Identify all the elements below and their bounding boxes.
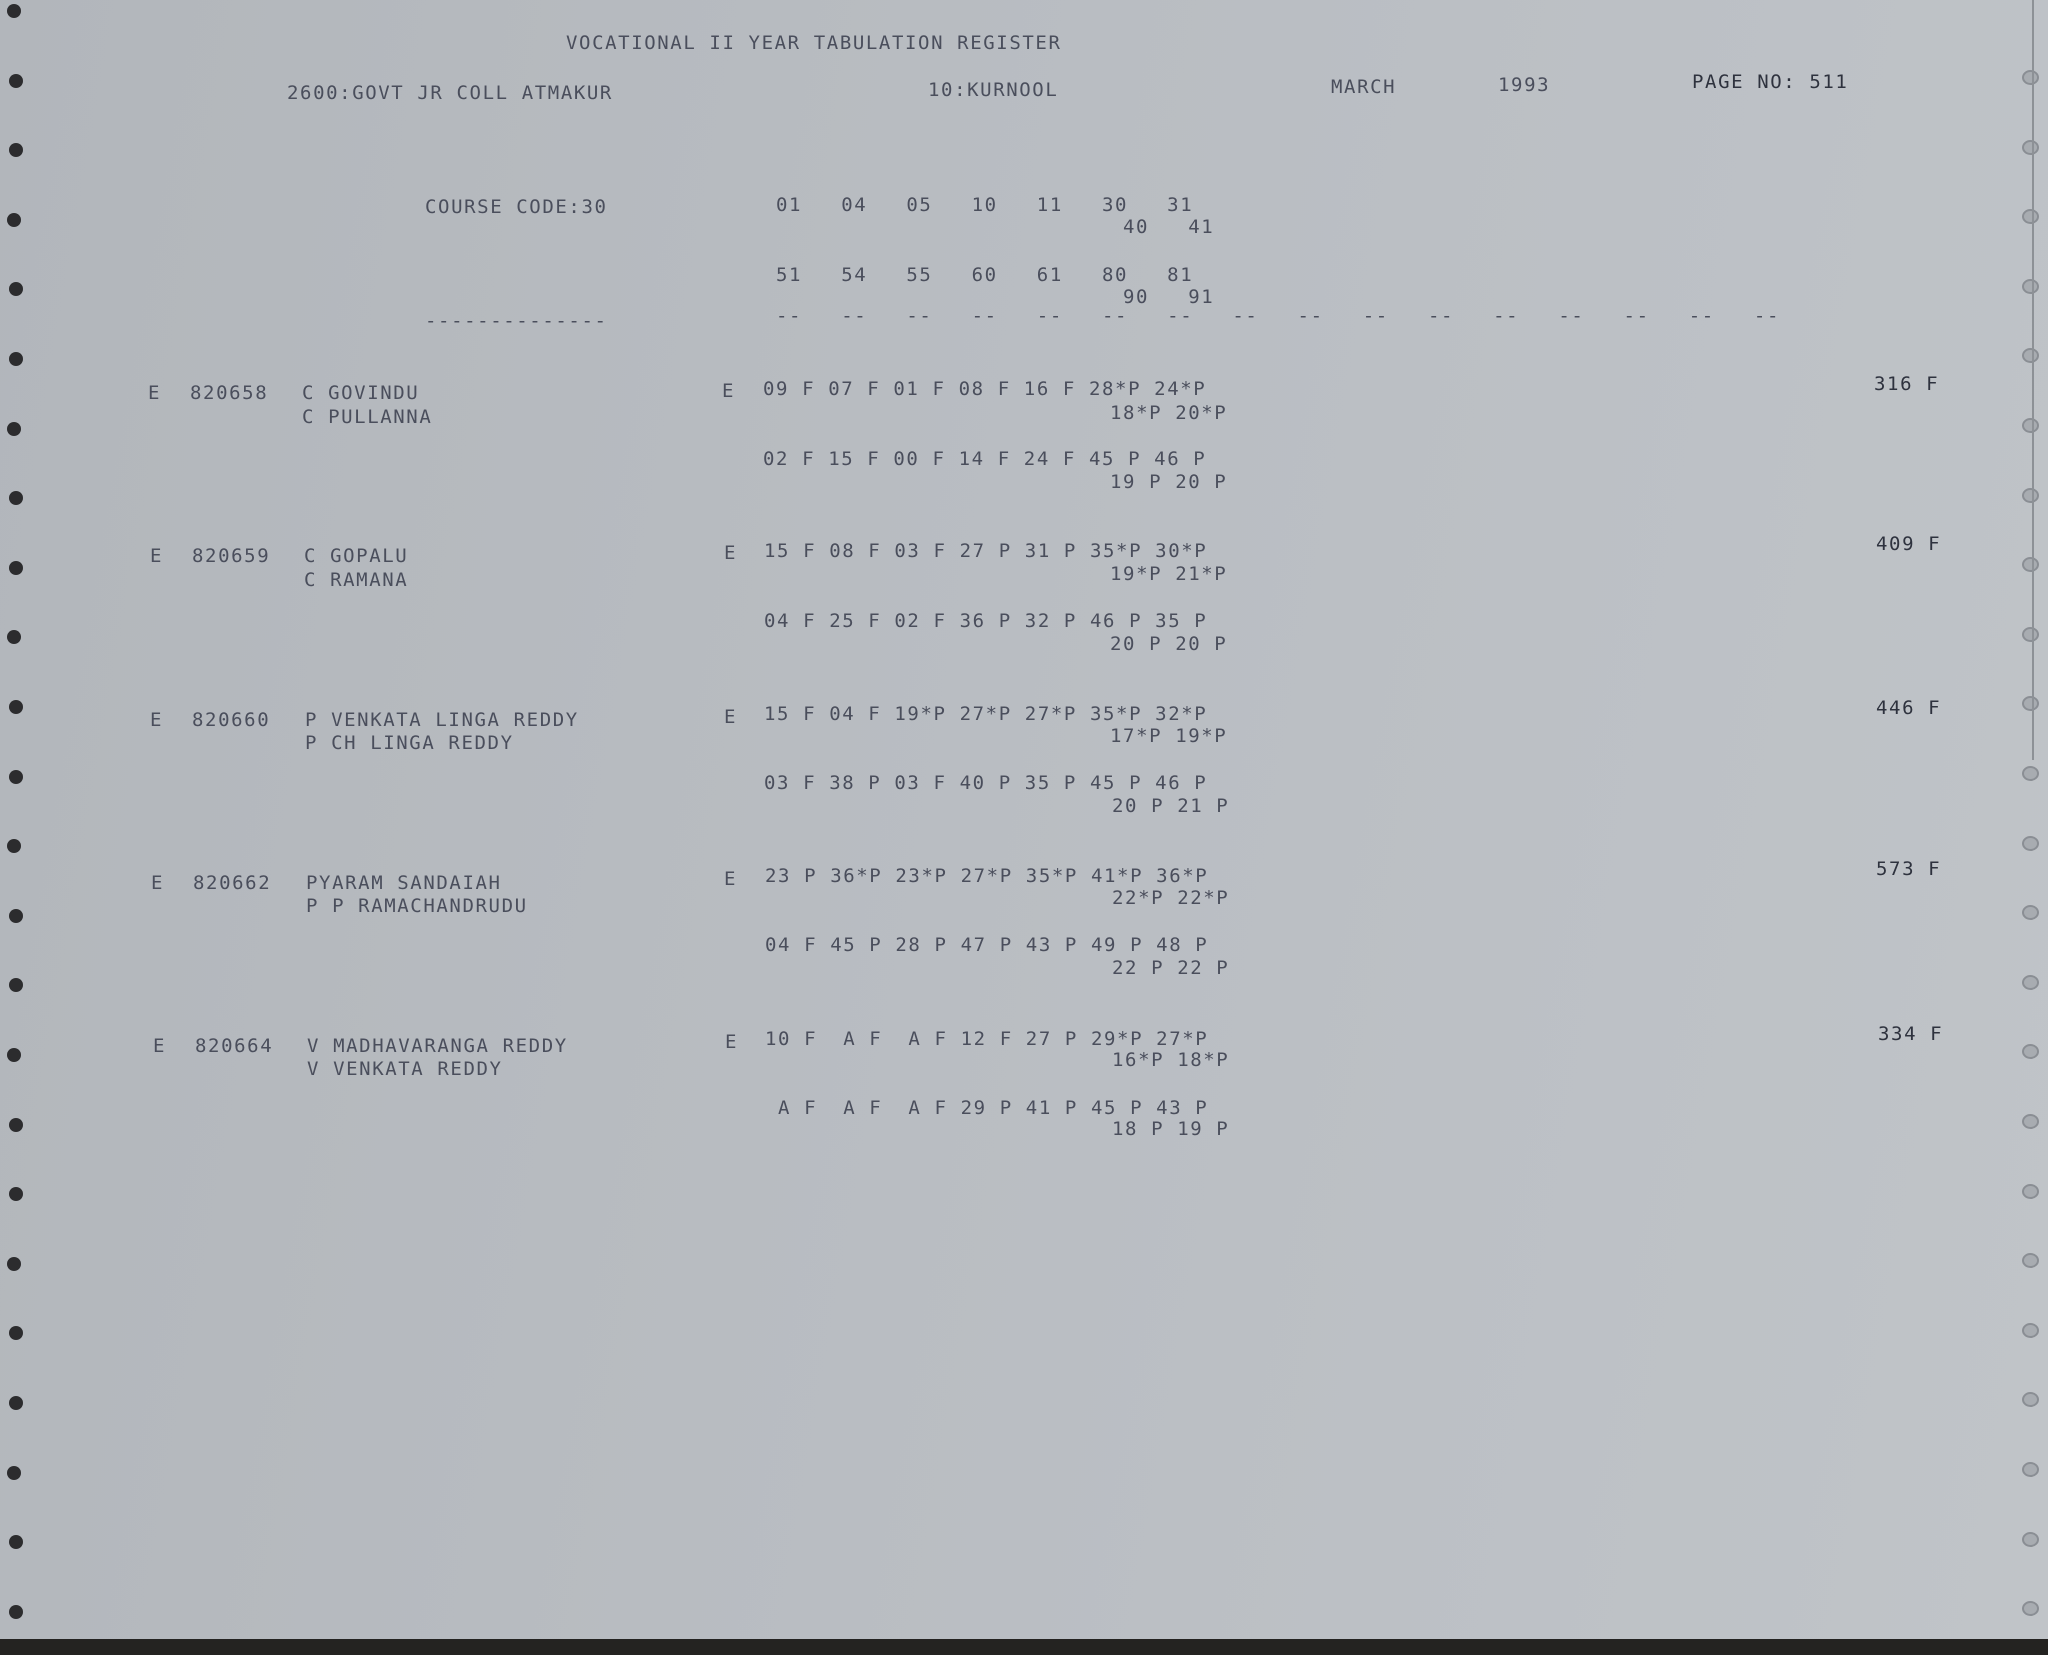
student-name: PYARAM SANDAIAH (306, 872, 502, 894)
total-result: 409 F (1876, 533, 1942, 555)
tractor-hole (2022, 70, 2039, 85)
tractor-hole (9, 491, 23, 505)
tractor-hole (9, 770, 23, 784)
marks-part1: 09 F 07 F 01 F 08 F 16 F 28*P 24*P (763, 378, 1207, 400)
tractor-hole (9, 1187, 23, 1201)
tractor-hole (9, 1605, 23, 1619)
perforation-fold (2032, 0, 2034, 760)
parent-name: V VENKATA REDDY (307, 1058, 503, 1080)
marks-prefix: E (724, 542, 738, 564)
tractor-hole (7, 1048, 21, 1062)
marks-part1: 10 F A F A F 12 F 27 P 29*P 27*P (765, 1028, 1209, 1050)
marks-part1: 15 F 04 F 19*P 27*P 27*P 35*P 32*P (764, 703, 1208, 725)
marks-part2: A F A F A F 29 P 41 P 45 P 43 P (765, 1097, 1209, 1119)
marks-part1-sub: 19*P 21*P (1110, 563, 1228, 585)
page-number: PAGE NO: 511 (1692, 71, 1849, 93)
student-name: P VENKATA LINGA REDDY (305, 709, 579, 731)
student-name: V MADHAVARANGA REDDY (307, 1035, 568, 1057)
subject-codes-row2-sub: 90 91 (1123, 286, 1215, 308)
tractor-hole (2022, 627, 2039, 642)
tractor-hole (2022, 418, 2039, 433)
tractor-hole (2022, 1392, 2039, 1407)
marks-part2-sub: 20 P 20 P (1110, 633, 1228, 655)
tractor-hole (2022, 488, 2039, 503)
subject-codes-row1-sub: 40 41 (1123, 216, 1215, 238)
college-name: 2600:GOVT JR COLL ATMAKUR (287, 82, 613, 104)
tractor-hole (9, 1326, 23, 1340)
tractor-hole (9, 561, 23, 575)
marks-part2: 03 F 38 P 03 F 40 P 35 P 45 P 46 P (764, 772, 1208, 794)
marks-prefix: E (725, 1031, 739, 1053)
tractor-hole (9, 352, 23, 366)
header-rule-right: -- -- -- -- -- -- -- -- -- -- -- -- -- -- -- -- (776, 305, 1780, 327)
marks-part2: 04 F 45 P 28 P 47 P 43 P 49 P 48 P (765, 934, 1209, 956)
tractor-hole (7, 213, 21, 227)
marks-part2-sub: 18 P 19 P (1112, 1118, 1230, 1140)
tractor-hole (2022, 279, 2039, 294)
parent-name: C RAMANA (304, 569, 409, 591)
tractor-hole (9, 282, 23, 296)
tractor-hole (2022, 1601, 2039, 1616)
subject-codes-row2: 51 54 55 60 61 80 81 (776, 264, 1194, 286)
marks-part1-sub: 18*P 20*P (1110, 402, 1228, 424)
tractor-hole (9, 1118, 23, 1132)
tractor-hole (2022, 836, 2039, 851)
record-type: E (150, 709, 164, 731)
roll-number: 820659 (192, 545, 271, 567)
tractor-hole (7, 422, 21, 436)
marks-part2-sub: 19 P 20 P (1110, 471, 1228, 493)
marks-part1-sub: 17*P 19*P (1110, 725, 1228, 747)
total-result: 573 F (1876, 858, 1942, 880)
tractor-hole (2022, 1532, 2039, 1547)
roll-number: 820660 (192, 709, 271, 731)
student-name: C GOVINDU (302, 382, 420, 404)
record-type: E (148, 382, 162, 404)
marks-part2-sub: 22 P 22 P (1112, 957, 1230, 979)
tractor-hole (2022, 696, 2039, 711)
marks-part1-sub: 22*P 22*P (1112, 887, 1230, 909)
parent-name: P CH LINGA REDDY (305, 732, 514, 754)
roll-number: 820662 (193, 872, 272, 894)
subject-codes-row1: 01 04 05 10 11 30 31 (776, 194, 1194, 216)
tractor-hole (9, 909, 23, 923)
tractor-hole (7, 1257, 21, 1271)
tractor-hole (9, 1535, 23, 1549)
tractor-hole (9, 1396, 23, 1410)
exam-month: MARCH (1331, 76, 1397, 98)
roll-number: 820658 (190, 382, 269, 404)
tractor-hole (2022, 140, 2039, 155)
marks-prefix: E (722, 380, 736, 402)
tractor-hole (7, 839, 21, 853)
tractor-hole (9, 700, 23, 714)
marks-prefix: E (724, 868, 738, 890)
tractor-hole (9, 143, 23, 157)
tractor-hole (2022, 1253, 2039, 1268)
marks-part2-sub: 20 P 21 P (1112, 795, 1230, 817)
record-type: E (153, 1035, 167, 1057)
course-code: COURSE CODE:30 (425, 196, 608, 218)
tractor-hole (7, 1466, 21, 1480)
marks-part1-sub: 16*P 18*P (1112, 1049, 1230, 1071)
total-result: 446 F (1876, 697, 1942, 719)
roll-number: 820664 (195, 1035, 274, 1057)
tractor-hole (2022, 1044, 2039, 1059)
total-result: 334 F (1878, 1023, 1944, 1045)
tractor-hole (7, 4, 21, 18)
header-rule-left: -------------- (425, 310, 608, 332)
tractor-hole (2022, 766, 2039, 781)
tractor-hole (2022, 348, 2039, 363)
tractor-hole (9, 978, 23, 992)
tractor-hole (2022, 1462, 2039, 1477)
parent-name: C PULLANNA (302, 406, 433, 428)
record-type: E (150, 545, 164, 567)
marks-part2: 04 F 25 F 02 F 36 P 32 P 46 P 35 P (764, 610, 1208, 632)
sheet-bottom-edge (0, 1639, 2048, 1655)
tractor-hole (9, 74, 23, 88)
district-name: 10:KURNOOL (928, 79, 1059, 101)
tractor-hole (2022, 905, 2039, 920)
tractor-hole (2022, 1114, 2039, 1129)
tractor-hole (2022, 1323, 2039, 1338)
record-type: E (151, 872, 165, 894)
exam-year: 1993 (1498, 74, 1551, 96)
total-result: 316 F (1874, 373, 1940, 395)
student-name: C GOPALU (304, 545, 409, 567)
tractor-hole (2022, 557, 2039, 572)
marks-prefix: E (724, 706, 738, 728)
parent-name: P P RAMACHANDRUDU (306, 895, 528, 917)
tractor-hole (7, 630, 21, 644)
tractor-hole (2022, 209, 2039, 224)
tractor-hole (2022, 1184, 2039, 1199)
marks-part1: 15 F 08 F 03 F 27 P 31 P 35*P 30*P (764, 540, 1208, 562)
register-title: VOCATIONAL II YEAR TABULATION REGISTER (566, 32, 1062, 54)
marks-part2: 02 F 15 F 00 F 14 F 24 F 45 P 46 P (763, 448, 1207, 470)
tractor-hole (2022, 975, 2039, 990)
marks-part1: 23 P 36*P 23*P 27*P 35*P 41*P 36*P (765, 865, 1209, 887)
